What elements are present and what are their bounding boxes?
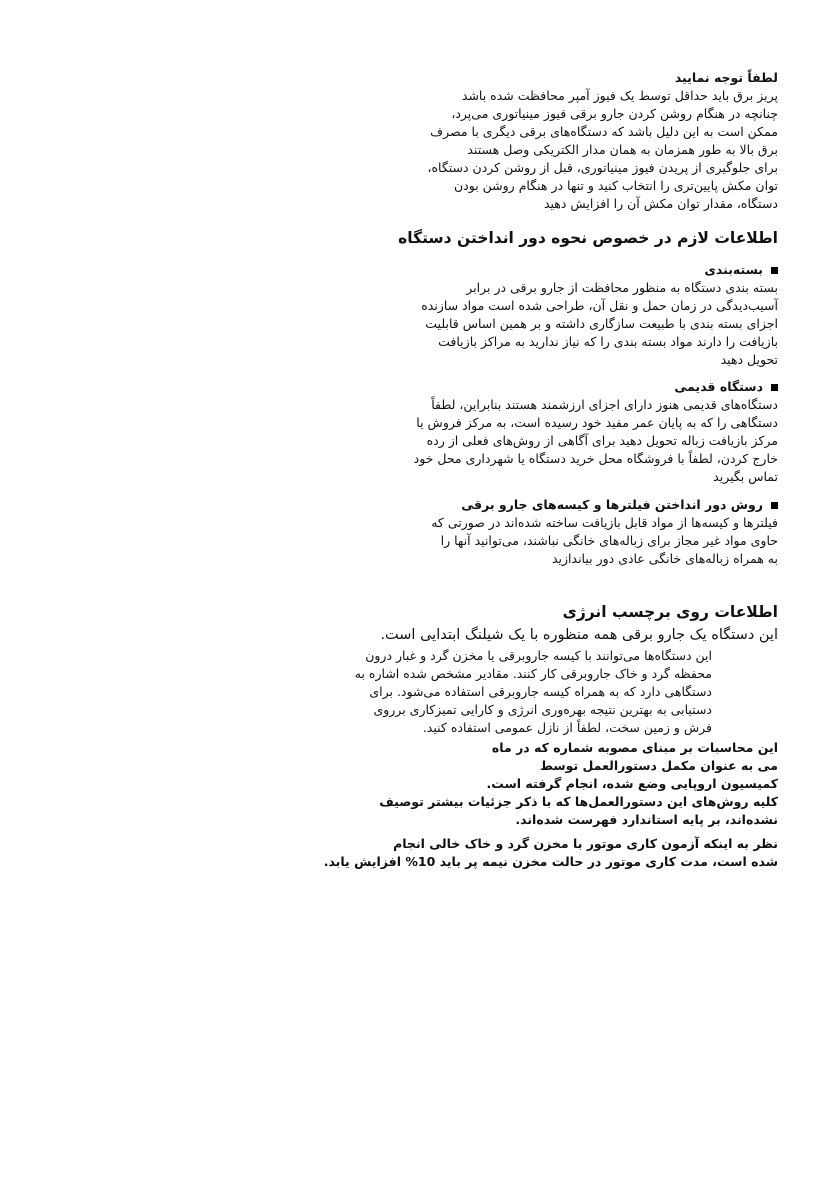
notice-line: چنانچه در هنگام روشن کردن جارو برقی فیوز مینیاتوری می‌پرد، <box>451 106 778 121</box>
packaging-title <box>378 261 778 279</box>
packaging-line: اجزای بسته بندی با طبیعت سازگاری داشته و بر همین اساس قابلیت <box>425 316 778 331</box>
energy-line: فرش و زمین سخت، لطفاً از نازل عمومی استفاده کنید. <box>422 720 712 735</box>
energy-bold-line: کمیسیون اروپایی وضع شده، انجام گرفته است. <box>486 776 778 791</box>
old-device-section <box>378 378 778 486</box>
bullet-square-icon <box>771 267 778 274</box>
notice-line: برای جلوگیری از پریدن فیوز مینیاتوری، قبل از روشن کردن دستگاه، <box>427 160 778 175</box>
disposal-heading: اطلاعات لازم در خصوص نحوه دور انداختن دستگاه <box>398 229 778 247</box>
old-device-line: خارج کردن، لطفاً با فروشگاه محل خرید دستگاه یا شهرداری محل خود <box>413 451 778 466</box>
old-device-line: تماس بگیرید <box>713 469 778 484</box>
energy-note-line: نظر به اینکه آزمون کاری موتور با مخزن گرد و خاک خالی انجام <box>393 836 778 851</box>
energy-note-line: شده است، مدت کاری موتور در حالت مخزن نیمه پر باید 10% افزایش یابد. <box>323 854 778 869</box>
packaging-line: آسیب‌دیدگی در زمان حمل و نقل آن، طراحی شده است مواد سازنده <box>421 298 778 313</box>
disposal-section <box>378 227 778 249</box>
packaging-line: بازیافت را دارند مواد بسته بندی را که نیاز ندارید به مراکز بازیافت <box>438 334 778 349</box>
energy-note <box>323 835 778 871</box>
bullet-square-icon <box>771 384 778 391</box>
old-device-line: مرکز بازیافت زباله تحویل دهید برای آگاهی از روش‌های فعلی از رده <box>426 433 778 448</box>
filters-line: فیلترها و کیسه‌ها از مواد قابل بازیافت ساخته شده‌اند در صورتی که <box>431 515 778 530</box>
notice-line: ممکن است به این دلیل باشد که دستگاه‌های برقی دیگری با مصرف <box>430 124 778 139</box>
old-device-title-text: دستگاه قدیمی <box>674 379 763 394</box>
packaging-line: تحویل دهید <box>720 352 778 367</box>
energy-bold-block <box>378 739 778 829</box>
filters-title-text: روش دور انداختن فیلترها و کیسه‌های جارو برقی <box>461 497 763 512</box>
energy-line: این دستگاه‌ها می‌توانند با کیسه جاروبرقی یا مخزن گرد و غبار درون <box>365 648 712 663</box>
old-device-line: دستگاه‌های قدیمی هنوز دارای اجزای ارزشمند هستند بنابراین، لطفاً <box>431 397 778 412</box>
energy-lead: این دستگاه یک جارو برقی همه منظوره با یک شیلنگ ابتدایی است. <box>380 627 778 643</box>
packaging-section <box>378 261 778 369</box>
notice-line: پریز برق باید حداقل توسط یک فیوز آمپر محافظت شده باشد <box>461 88 778 103</box>
energy-bold-line: نشده‌اند، بر پایه استاندارد فهرست شده‌اند. <box>515 812 778 827</box>
packaging-title-text: بسته‌بندی <box>704 262 763 277</box>
filters-line: حاوی مواد غیر مجاز برای زباله‌های خانگی نباشند، می‌توانید آنها را <box>440 533 778 548</box>
energy-section <box>378 601 778 623</box>
old-device-line: دستگاهی را که به پایان عمر مفید خود رسیده است، به مرکز فروش یا <box>416 415 778 430</box>
energy-body <box>354 647 712 737</box>
energy-line: دستگاهی دارد که به همراه کیسه جاروبرقی استفاده می‌شود. برای <box>369 684 712 699</box>
notice-section <box>378 69 778 213</box>
energy-line: دستیابی به بهترین نتیجه بهره‌وری انرژی و کارایی تمیزکاری برروی <box>373 702 712 717</box>
filters-line: به همراه زباله‌های خانگی عادی دور بیاندازید <box>551 551 778 566</box>
energy-bold-line: کلیه روش‌های این دستورالعمل‌ها که با ذکر جزئیات بیشتر توصیف <box>379 794 778 809</box>
energy-heading: اطلاعات روی برچسب انرژی <box>562 603 778 621</box>
energy-lead-block <box>378 625 778 646</box>
notice-line: دستگاه، مقدار توان مکش آن را افزایش دهید <box>543 196 778 211</box>
energy-line: محفظه گرد و خاک جاروبرقی کار کنند. مقادیر مشخص شده اشاره به <box>354 666 712 681</box>
notice-title: لطفاً توجه نمایید <box>674 70 778 85</box>
packaging-line: بسته بندی دستگاه به منظور محافظت از جارو برقی در برابر <box>466 280 778 295</box>
filters-title <box>378 496 778 514</box>
old-device-title <box>378 378 778 396</box>
energy-bold-line: می به عنوان مکمل دستورالعمل توسط <box>539 758 778 773</box>
notice-line: توان مکش پایین‌تری را انتخاب کنید و تنها در هنگام روشن بودن <box>454 178 778 193</box>
bullet-square-icon <box>771 502 778 509</box>
notice-line: برق بالا به طور همزمان به همان مدار الکتریکی وصل هستند <box>467 142 778 157</box>
filters-section <box>378 496 778 568</box>
energy-bold-line: این محاسبات بر مبنای مصوبه شماره که در ماه <box>491 740 778 755</box>
